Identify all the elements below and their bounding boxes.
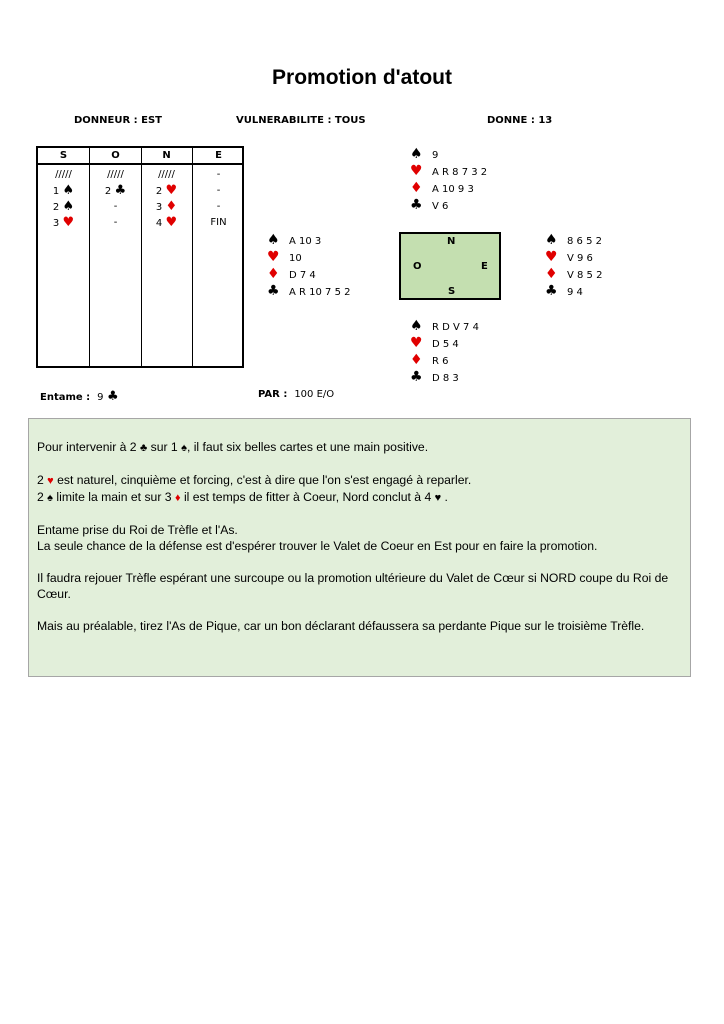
north-diamonds: A 10 9 3 [432,184,474,195]
diamond-icon: ♦ [410,180,423,196]
heart-icon: ♥ [434,492,442,504]
east-hand [545,232,602,300]
east-diamonds: V 8 5 2 [567,270,603,281]
south-hearts: D 5 4 [432,339,459,350]
south-spades: R D V 7 4 [432,322,479,333]
par-value: 100 E/O [294,389,335,400]
spade-icon: ♠ [181,442,187,454]
diamond-icon: ♦ [410,352,423,368]
bid-cell: 2 ♥ [155,183,178,198]
south-clubs: D 8 3 [432,373,459,384]
spade-icon: ♠ [47,492,54,504]
spade-icon: ♠ [545,232,558,248]
east-clubs: 9 4 [567,287,583,298]
dealer-label: DONNEUR : EST [74,115,163,126]
bid-cell: - [216,201,221,212]
club-icon: ♣ [410,369,423,385]
bid-cell: 4 ♥ [155,215,178,230]
diamond-icon: ♦ [174,492,181,504]
west-diamonds: D 7 4 [289,270,316,281]
bid-cell: ///// [55,169,72,180]
diamond-icon: ♦ [545,266,558,282]
bid-cell: - [113,201,118,212]
commentary-paragraph: Pour intervenir à 2 ♣ sur 1 ♠, il faut six belles cartes et une main positive. [37,440,429,454]
west-spades: A 10 3 [289,236,322,247]
commentary-paragraph: Il faudra rejouer Trèfle espérant une surcoupe ou la promotion ultérieure du Valet de Cœur si NORD coupe du Roi de Cœur. [37,571,669,601]
west-hand [267,232,351,300]
bid-cell: - [113,217,118,228]
heart-icon: ♥ [47,475,54,487]
spade-icon: ♠ [410,146,423,162]
compass-north: N [447,236,456,247]
bid-cell: ///// [107,169,124,180]
opening-lead-label: Entame : [40,392,91,403]
spade-icon: ♠ [410,318,423,334]
club-icon: ♣ [267,283,280,299]
opening-lead [40,389,119,404]
heart-icon: ♥ [410,163,423,179]
commentary-box [28,418,691,677]
vulnerability-label: VULNERABILITE : TOUS [236,115,366,126]
heart-icon: ♥ [545,249,558,265]
east-hearts: V 9 6 [567,253,593,264]
bid-cell: 2 ♣ [104,183,127,198]
west-clubs: A R 10 7 5 2 [289,287,351,298]
compass-west: O [413,261,422,272]
bid-cell: ///// [158,169,175,180]
south-hand [410,318,479,386]
north-hand [410,146,487,214]
compass-east: E [481,261,488,272]
west-hearts: 10 [289,253,302,264]
deal-number-label: DONNE : 13 [487,115,553,126]
bid-cell: - [216,169,221,180]
par-score [258,389,334,400]
bid-cell: 2 ♠ [52,199,75,214]
commentary-paragraph: Mais au préalable, tirez l'As de Pique, car un bon déclarant défaussera sa perdante Pique sur le troisième Trèfle. [37,619,645,633]
north-clubs: V 6 [432,201,449,212]
spade-icon: ♠ [267,232,280,248]
bidding-table [36,146,244,368]
club-icon: ♣ [410,197,423,213]
bid-cell: 1 ♠ [52,183,75,198]
bidding-col-east: E [215,150,222,161]
par-label: PAR : [258,389,288,400]
commentary-paragraph: 2 ♥ est naturel, cinquième et forcing, c'est à dire que l'on s'est engagé à reparler. 2 ♠ limite la main et sur 3 ♦ il est temps de fitter à Coeur, Nord conclut à 4 ♥ . [37,473,472,504]
page-title: Promotion d'atout [272,66,452,89]
east-spades: 8 6 5 2 [567,236,602,247]
club-icon: ♣ [107,389,119,404]
opening-lead-value: 9 [97,392,104,403]
compass-table [399,232,501,300]
club-icon: ♣ [545,283,558,299]
bid-cell: 3 ♥ [52,215,75,230]
south-diamonds: R 6 [432,356,449,367]
diamond-icon: ♦ [267,266,280,282]
bid-cell: 3 ♦ [155,199,178,214]
bid-cell: - [216,185,221,196]
bidding-col-south: S [59,150,68,161]
north-hearts: A R 8 7 3 2 [432,167,488,178]
bidding-col-north: N [162,150,171,161]
heart-icon: ♥ [410,335,423,351]
club-icon: ♣ [139,442,148,454]
compass-south: S [448,286,456,297]
north-spades: 9 [432,150,439,161]
bid-cell: FIN [210,217,227,228]
bidding-col-west: O [111,150,120,161]
commentary-paragraph: Entame prise du Roi de Trèfle et l'As. La seule chance de la défense est d'espérer trouver le Valet de Coeur en Est pour en faire la promotion. [37,523,598,553]
heart-icon: ♥ [267,249,280,265]
